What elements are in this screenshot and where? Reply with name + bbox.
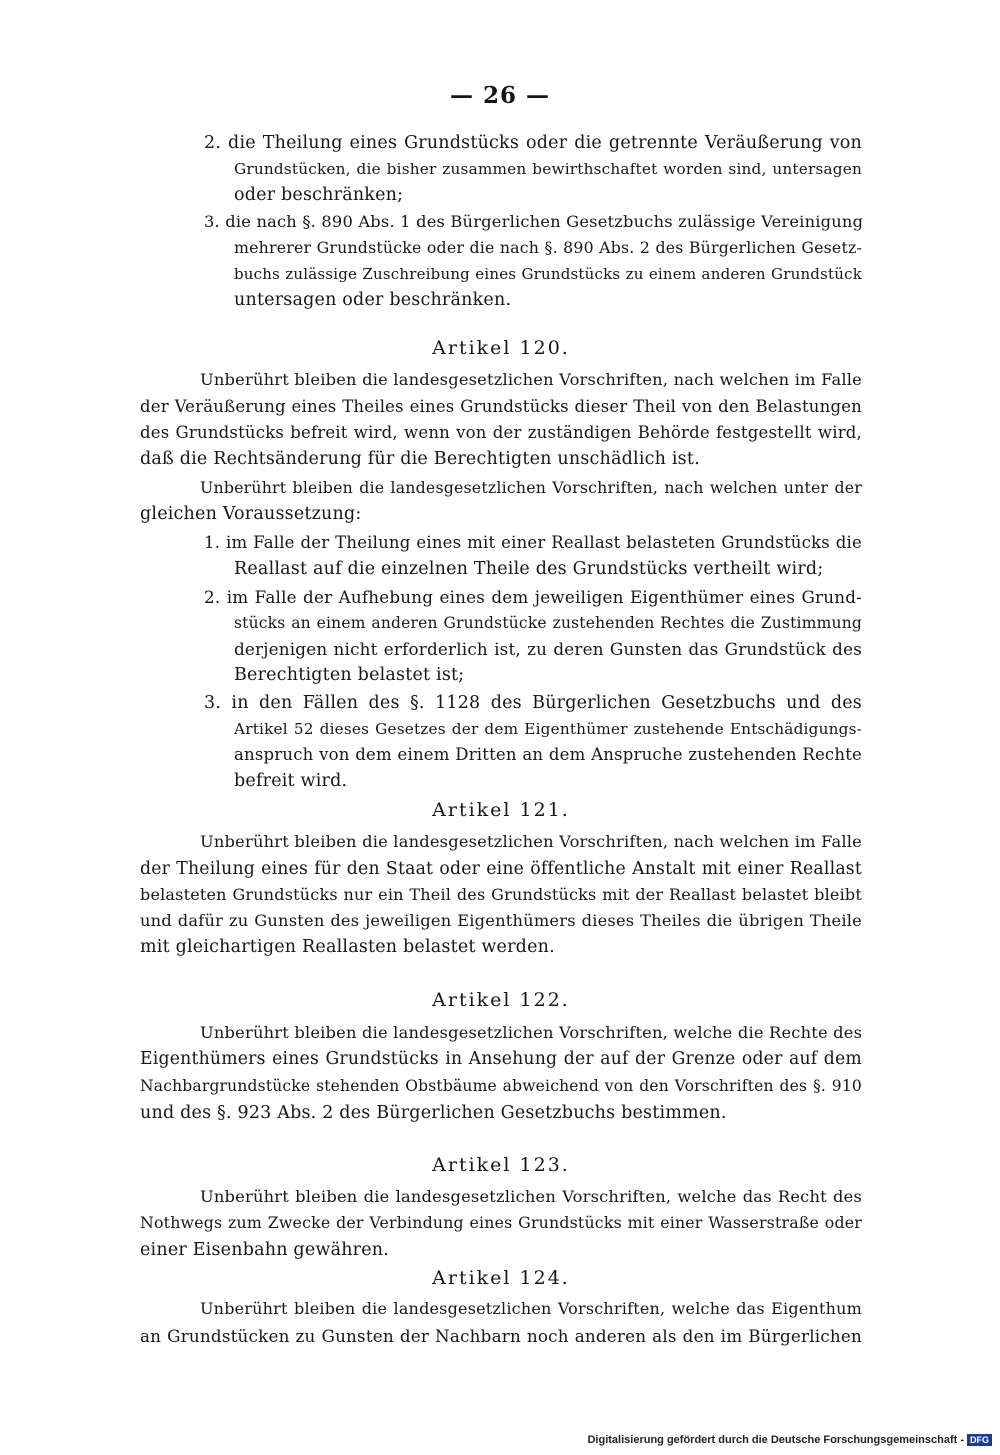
- text-line: 1. im Falle der Theilung eines mit einer Reallast belasteten Grundstücks die: [204, 533, 862, 552]
- text-line: Nothwegs zum Zwecke der Verbindung eines Grundstücks mit einer Wasserstraße oder: [140, 1213, 862, 1232]
- text-line: oder beschränken;: [234, 185, 404, 205]
- text-line: der Veräußerung eines Theiles eines Grundstücks dieser Theil von den Belastungen: [140, 397, 862, 416]
- text-line: der Theilung eines für den Staat oder eine öffentliche Anstalt mit einer Reallast: [140, 859, 862, 879]
- text-line: Unberührt bleiben die landesgesetzlichen Vorschriften, nach welchen im Falle: [200, 832, 862, 851]
- text-line: 3. in den Fällen des §. 1128 des Bürgerlichen Gesetzbuchs und des: [204, 693, 862, 713]
- article-heading: Artikel 123.: [432, 1154, 570, 1176]
- text-line: Unberührt bleiben die landesgesetzlichen Vorschriften, welche das Recht des: [200, 1187, 862, 1206]
- text-line: Artikel 52 dieses Gesetzes der dem Eigenthümer zustehende Entschädigungs-: [234, 720, 862, 738]
- text-line: und dafür zu Gunsten des jeweiligen Eigenthümers dieses Theiles die übrigen Theile: [140, 911, 862, 930]
- text-line: einer Eisenbahn gewähren.: [140, 1240, 390, 1260]
- text-line: gleichen Voraussetzung:: [140, 504, 362, 524]
- text-line: Grundstücken, die bisher zusammen bewirthschaftet worden sind, untersagen: [234, 160, 862, 178]
- digitization-credit: [587, 1434, 992, 1446]
- article-heading: Artikel 122.: [432, 989, 570, 1011]
- text-line: belasteten Grundstücks nur ein Theil des Grundstücks mit der Reallast belastet bleibt: [140, 885, 862, 904]
- text-line: des Grundstücks befreit wird, wenn von der zuständigen Behörde festgestellt wird,: [140, 423, 862, 442]
- text-line: Unberührt bleiben die landesgesetzlichen Vorschriften, welche die Rechte des: [200, 1023, 863, 1042]
- text-line: untersagen oder beschränken.: [234, 290, 512, 310]
- article-heading: Artikel 124.: [432, 1267, 570, 1289]
- article-heading: Artikel 121.: [432, 799, 570, 821]
- text-line: Nachbargrundstücke stehenden Obstbäume abweichend von den Vorschriften des §. 910: [140, 1077, 862, 1095]
- text-line: mehrerer Grundstücke oder die nach §. 890 Abs. 2 des Bürgerlichen Gesetz-: [234, 238, 862, 257]
- text-line: Eigenthümers eines Grundstücks in Ansehung der auf der Grenze oder auf dem: [140, 1049, 862, 1069]
- text-line: an Grundstücken zu Gunsten der Nachbarn noch anderen als den im Bürgerlichen: [140, 1326, 862, 1346]
- text-line: 2. im Falle der Aufhebung eines dem jeweiligen Eigenthümer eines Grund-: [204, 587, 862, 607]
- article-heading: Artikel 120.: [432, 337, 570, 359]
- text-line: daß die Rechtsänderung für die Berechtigten unschädlich ist.: [140, 449, 700, 469]
- text-line: 2. die Theilung eines Grundstücks oder die getrennte Veräußerung von: [204, 133, 862, 153]
- text-line: 3. die nach §. 890 Abs. 1 des Bürgerlichen Gesetzbuchs zulässige Vereinigung: [204, 212, 864, 231]
- text-line: Reallast auf die einzelnen Theile des Grundstücks vertheilt wird;: [234, 559, 824, 579]
- text-line: und des §. 923 Abs. 2 des Bürgerlichen Gesetzbuchs bestimmen.: [140, 1103, 727, 1123]
- text-line: Unberührt bleiben die landesgesetzlichen Vorschriften, welche das Eigenthum: [200, 1299, 862, 1318]
- text-line: Unberührt bleiben die landesgesetzlichen Vorschriften, nach welchen im Falle: [200, 370, 862, 389]
- text-line: anspruch von dem einem Dritten an dem Anspruche zustehenden Rechte: [234, 745, 862, 764]
- text-line: befreit wird.: [234, 771, 348, 791]
- text-line: buchs zulässige Zuschreibung eines Grundstücks zu einem anderen Grundstück: [234, 265, 862, 283]
- credit-text: Digitalisierung gefördert durch die Deutsche Forschungsgemeinschaft -: [587, 1434, 964, 1446]
- dfg-logo: DFG: [967, 1434, 992, 1446]
- text-line: Unberührt bleiben die landesgesetzlichen Vorschriften, nach welchen unter der: [200, 478, 862, 497]
- text-line: derjenigen nicht erforderlich ist, zu deren Gunsten das Grundstück des: [234, 639, 862, 659]
- page-number: — 26 —: [449, 82, 551, 109]
- text-line: Berechtigten belastet ist;: [234, 665, 465, 685]
- text-line: stücks an einem anderen Grundstücke zustehenden Rechtes die Zustimmung: [234, 614, 862, 632]
- text-line: mit gleichartigen Reallasten belastet werden.: [140, 937, 555, 957]
